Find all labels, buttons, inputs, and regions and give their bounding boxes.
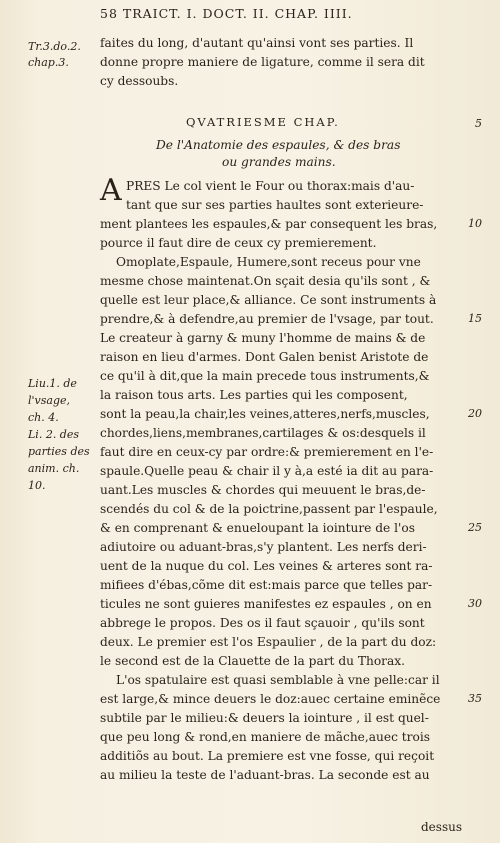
text-line: uent de la nuque du col. Les veines & arteres sont ra- [100,559,433,573]
line-number: 30 [468,597,482,610]
line-number: 20 [468,407,482,420]
text-line: quelle est leur place,& alliance. Ce sont instruments à [100,293,437,307]
text-line: est large,& mince deuers le doz:auec certaine eminẽce [100,692,441,706]
text-line: au milieu la teste de l'aduant-bras. La seconde est au [100,768,430,782]
chapter-subtitle: De l'Anatomie des espaules, & des bras [156,138,401,152]
margin-note: 10. [28,479,46,492]
text-line: prendre,& à defendre,au premier de l'vsage, par tout. [100,312,434,326]
text-line: tant que sur ses parties haultes sont exterieure- [126,198,424,212]
margin-note: Liu.1. de [28,377,77,390]
drop-cap: A [100,173,122,208]
catchword: dessus [421,820,462,834]
text-line: faut dire en ceux-cy par ordre:& premierement en l'e- [100,445,434,459]
text-line: la raison tous arts. Les parties qui les composent, [100,388,408,402]
margin-note: anim. ch. [28,462,80,475]
text-line: & en comprenant & enueloupant la iointure de l'os [100,521,415,535]
text-line: donne propre maniere de ligature, comme il sera dit [100,55,425,69]
line-number: 25 [468,521,482,534]
text-line: ticules ne sont guieres manifestes ez espaules , on en [100,597,432,611]
text-line: additiõs au bout. La premiere est vne fosse, qui reçoit [100,749,435,763]
line-number: 15 [468,312,482,325]
chapter-title: QVATRIESME CHAP. [186,115,340,129]
text-line: chordes,liens,membranes,cartilages & os:desquels il [100,426,426,440]
line-number: 35 [468,692,482,705]
text-line: mifiees d'ébas,cõme dit est:mais parce que telles par- [100,578,433,592]
text-line: ment plantees les espaules,& par consequent les bras, [100,217,438,231]
text-line: faites du long, d'autant qu'ainsi vont ses parties. Il [100,36,414,50]
margin-note: parties des [28,445,90,458]
text-line: cy dessoubs. [100,74,179,88]
margin-note: ch. 4. [28,411,59,424]
margin-note: Tr.3.do.2. [28,40,81,53]
text-line: subtile par le milieu:& deuers la iointure , il est quel- [100,711,429,725]
chapter-number: 5 [475,117,482,130]
running-header: 58 TRAICT. I. DOCT. II. CHAP. IIII. [100,6,353,21]
text-line: mesme chose maintenat.On sçait desia qu'ils sont , & [100,274,431,288]
text-line: raison en lieu d'armes. Dont Galen benist Aristote de [100,350,429,364]
text-line: abbrege le propos. Des os il faut sçauoir , qu'ils sont [100,616,425,630]
text-line: deux. Le premier est l'os Espaulier , de la part du doz: [100,635,437,649]
text-line: Omoplate,Espaule, Humere,sont receus pour vne [116,255,421,269]
margin-note: l'vsage, [28,394,71,407]
text-line: que peu long & rond,en maniere de mãche,auec trois [100,730,430,744]
text-line: le second est de la Clauette de la part du Thorax. [100,654,406,668]
text-line: adiutoire ou aduant-bras,s'y plantent. Les nerfs deri- [100,540,427,554]
text-line: sont la peau,la chair,les veines,atteres,nerfs,muscles, [100,407,430,421]
text-line: uant.Les muscles & chordes qui meuuent le bras,de- [100,483,426,497]
margin-note: chap.3. [28,56,69,69]
text-line: scendés du col & de la poictrine,passent par l'espaule, [100,502,438,516]
margin-note: Li. 2. des [28,428,80,441]
text-line: L'os spatulaire est quasi semblable à vne pelle:car il [116,673,440,687]
text-line: Le createur à garny & muny l'homme de mains & de [100,331,426,345]
text-line: PRES Le col vient le Four ou thorax:mais d'au- [126,179,415,193]
text-line: pource il faut dire de ceux cy premierement. [100,236,377,250]
text-line: ce qu'il à dit,que la main precede tous instruments,& [100,369,430,383]
chapter-subtitle: ou grandes mains. [222,155,336,169]
line-number: 10 [468,217,482,230]
text-line: spaule.Quelle peau & chair il y à,a esté ia dit au para- [100,464,434,478]
